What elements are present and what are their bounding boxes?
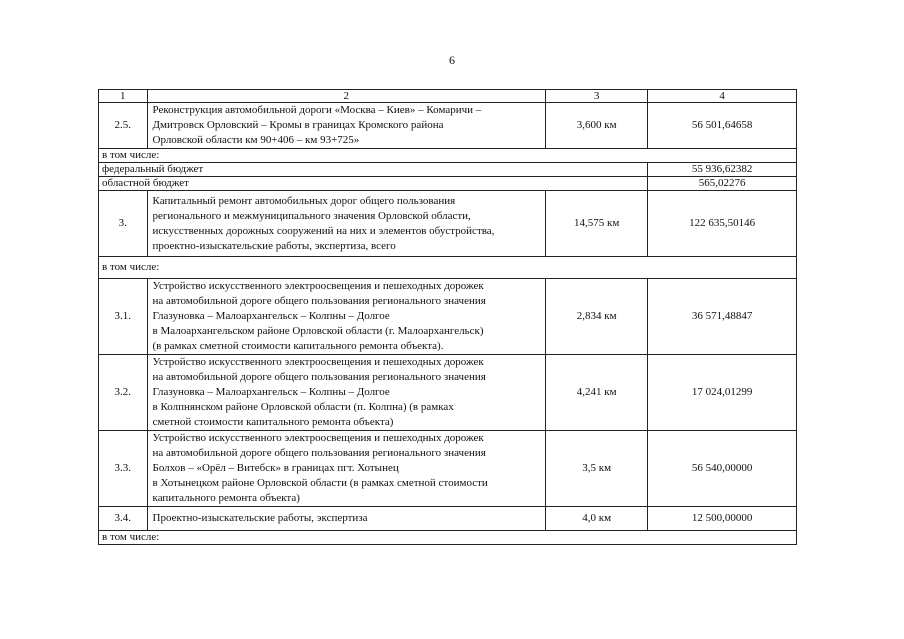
row-amount: 122 635,50146 [648, 191, 797, 257]
federal-budget-label: федеральный бюджет [99, 163, 648, 177]
description-line: (в рамках сметной стоимости капитального ремонта объекта). [152, 340, 444, 352]
row-number: 3.2. [99, 355, 148, 431]
row-number: 3. [99, 191, 148, 257]
description-line: Устройство искусственного электроосвещения и пешеходных дорожек [152, 280, 484, 292]
row-description [147, 103, 546, 149]
page-number: 6 [449, 53, 455, 67]
description-line: Орловской области км 90+406 – км 93+725» [152, 134, 360, 146]
regional-budget-label: областной бюджет [99, 177, 648, 191]
row-number: 2.5. [99, 103, 148, 149]
header-cell-3: 3 [546, 90, 648, 103]
description-line: капитального ремонта объекта) [152, 492, 300, 504]
description-line: проектно-изыскательские работы, экспертиза, всего [152, 239, 396, 252]
row-number: 3.3. [99, 431, 148, 507]
row-amount: 17 024,01299 [648, 355, 797, 431]
header-cell-4: 4 [648, 90, 797, 103]
description-line: на автомобильной дороге общего пользования регионального значения [152, 447, 486, 459]
row-description [147, 191, 546, 257]
description-line: на автомобильной дороге общего пользования регионального значения [152, 295, 486, 307]
row-amount: 12 500,00000 [648, 507, 797, 531]
row-length: 4,0 км [546, 507, 648, 531]
row-amount: 56 501,64658 [648, 103, 797, 149]
budget-table [98, 89, 797, 545]
table-row [99, 531, 797, 545]
including-label: в том числе: [99, 149, 797, 163]
description-line: Устройство искусственного электроосвещения и пешеходных дорожек [152, 356, 484, 368]
description-line: Болхов – «Орёл – Витебск» в границах пгт. Хотынец [152, 462, 399, 474]
row-length: 14,575 км [546, 191, 648, 257]
description-line: Глазуновка – Малоархангельск – Колпны – Долгое [152, 310, 390, 322]
table-row [99, 257, 797, 279]
description-line: сметной стоимости капитального ремонта объекта) [152, 416, 394, 428]
table-row [99, 431, 797, 507]
table-row [99, 103, 797, 149]
header-cell-1: 1 [99, 90, 148, 103]
table-row [99, 279, 797, 355]
description-line: на автомобильной дороге общего пользования регионального значения [152, 371, 486, 383]
description-line: Дмитровск Орловский – Кромы в границах Кромского района [152, 119, 444, 131]
description-line: искусственных дорожных сооружений на них и элементов обустройства, [152, 224, 495, 237]
table-row [99, 163, 797, 177]
description-line: Проектно-изыскательские работы, экспертиза [152, 512, 368, 524]
row-length: 3,600 км [546, 103, 648, 149]
description-line: в Малоархангельском районе Орловской области (г. Малоархангельск) [152, 325, 484, 337]
description-line: Реконструкция автомобильной дороги «Москва – Киев» – Комаричи – [152, 104, 482, 116]
table-header-row [99, 90, 797, 103]
including-label: в том числе: [99, 257, 797, 279]
row-amount: 56 540,00000 [648, 431, 797, 507]
row-amount: 36 571,48847 [648, 279, 797, 355]
description-line: в Колпнянском районе Орловской области (п. Колпна) (в рамках [152, 401, 454, 413]
description-line: Устройство искусственного электроосвещения и пешеходных дорожек [152, 432, 484, 444]
table-row [99, 149, 797, 163]
row-description [147, 355, 546, 431]
row-description [147, 431, 546, 507]
table-row [99, 355, 797, 431]
including-label: в том числе: [99, 531, 797, 545]
row-length: 2,834 км [546, 279, 648, 355]
row-length: 4,241 км [546, 355, 648, 431]
row-description [147, 279, 546, 355]
row-description [147, 507, 546, 531]
table-row [99, 191, 797, 257]
federal-budget-value: 55 936,62382 [648, 163, 797, 177]
row-number: 3.1. [99, 279, 148, 355]
description-line: регионального и межмуниципального значения Орловской области, [152, 209, 471, 222]
table-row [99, 177, 797, 191]
description-line: в Хотынецком районе Орловской области (в рамках сметной стоимости [152, 477, 488, 489]
description-line: Капитальный ремонт автомобильных дорог общего пользования [152, 194, 456, 207]
description-line: Глазуновка – Малоархангельск – Колпны – Долгое [152, 386, 390, 398]
table-row [99, 507, 797, 531]
regional-budget-value: 565,02276 [648, 177, 797, 191]
row-length: 3,5 км [546, 431, 648, 507]
header-cell-2: 2 [147, 90, 546, 103]
row-number: 3.4. [99, 507, 148, 531]
